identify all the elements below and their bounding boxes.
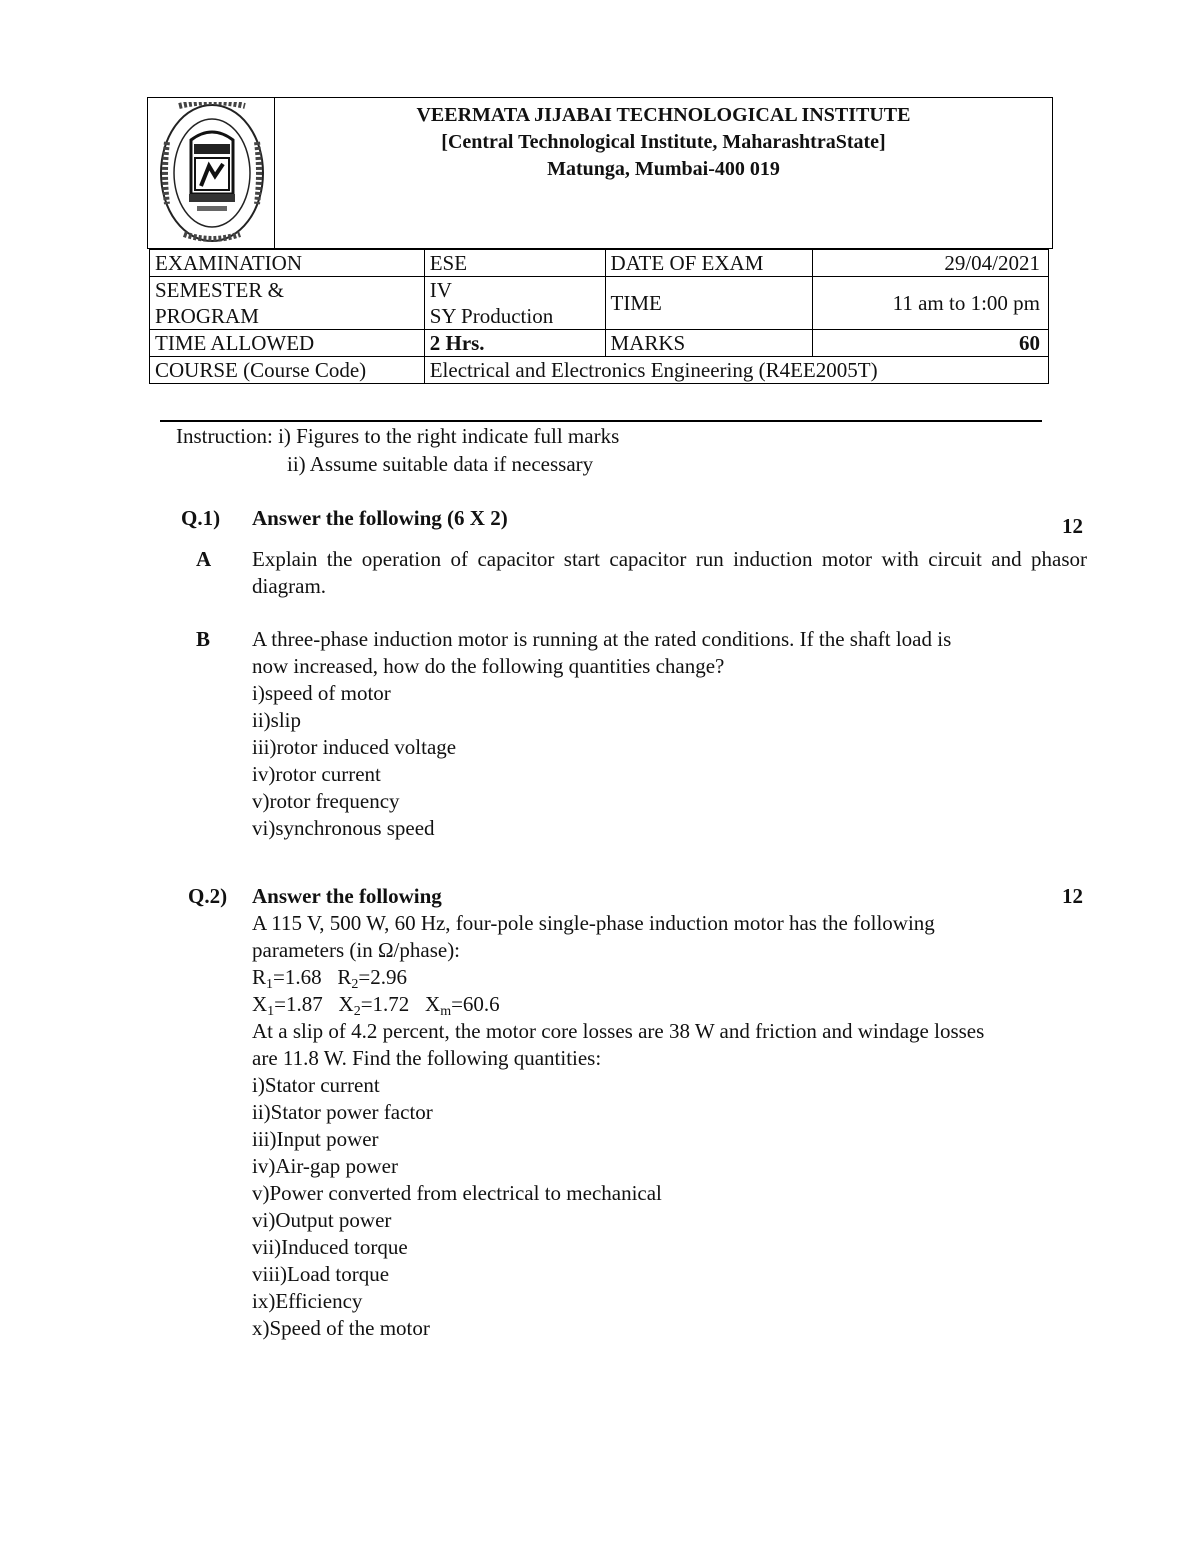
exam-details-table (149, 249, 1049, 384)
date-value: 29/04/2021 (813, 250, 1049, 277)
time-allowed-value: 2 Hrs. (424, 330, 605, 357)
marks-value: 60 (813, 330, 1049, 357)
list-item: vii)Induced torque (252, 1235, 408, 1259)
institute-address: Matunga, Mumbai-400 019 (547, 158, 780, 180)
institute-status: [Central Technological Institute, MaharashtraState] (441, 131, 886, 153)
semester-value-line1: IV (429, 278, 452, 302)
logo-cell (148, 98, 275, 248)
institute-header (147, 97, 1053, 249)
list-item: vi)Output power (252, 1208, 392, 1232)
examination-value: ESE (424, 250, 605, 277)
q1-b-line2: now increased, how do the following quantities change? (252, 654, 725, 678)
table-row (150, 357, 1049, 384)
time-value: 11 am to 1:00 pm (813, 277, 1049, 330)
q1-b-text (252, 626, 1087, 842)
q2-params-r: $R_1=1.68$ $R_2=2.96$ (252, 965, 407, 992)
q2-line2: parameters (in Ω/phase): (252, 938, 461, 962)
q2-text (252, 910, 1087, 1342)
time-allowed-label: TIME ALLOWED (150, 330, 425, 357)
institute-title-block (275, 102, 1052, 183)
instruction-line-1: Instruction: i) Figures to the right indicate full marks (176, 424, 620, 448)
divider-line (160, 420, 1042, 422)
list-item: iv)Air-gap power (252, 1154, 398, 1178)
q1-b-line1: A three-phase induction motor is running at the rated conditions. If the shaft load is (252, 627, 952, 651)
q2-params-x: $X_1=1.87$ $X_2=1.72$ $X_m=60.6$ (252, 992, 500, 1019)
list-item: iii)Input power (252, 1127, 379, 1151)
q1-b-label: B (196, 627, 211, 651)
course-value: Electrical and Electronics Engineering (R4EE2005T) (424, 357, 1048, 384)
q1-label: Q.1) (181, 506, 221, 530)
semester-label (150, 277, 425, 330)
q1-a-question: Explain the operation of capacitor start capacitor run induction motor with circuit and phasor diagram. (252, 547, 1087, 598)
list-item: ix)Efficiency (252, 1289, 363, 1313)
institute-logo-icon (159, 102, 265, 244)
list-item: x)Speed of the motor (252, 1316, 430, 1340)
table-row (150, 330, 1049, 357)
time-label: TIME (605, 277, 813, 330)
q2-label: Q.2) (188, 884, 228, 908)
instruction-line-2: ii) Assume suitable data if necessary (287, 452, 594, 476)
q1-a-label: A (196, 547, 212, 571)
list-item: i)Stator current (252, 1073, 380, 1097)
list-item: ii)slip (252, 708, 302, 732)
semester-label-line1: SEMESTER & (155, 278, 284, 302)
q2-title: Answer the following (252, 884, 442, 908)
semester-value-line2: SY Production (429, 304, 554, 328)
q2-line4: are 11.8 W. Find the following quantities: (252, 1046, 602, 1070)
semester-value (424, 277, 605, 330)
q2-line1: A 115 V, 500 W, 60 Hz, four-pole single-phase induction motor has the following (252, 911, 935, 935)
examination-label: EXAMINATION (150, 250, 425, 277)
list-item: iv)rotor current (252, 762, 381, 786)
list-item: vi)synchronous speed (252, 816, 435, 840)
list-item: ii)Stator power factor (252, 1100, 433, 1124)
q1-marks: 12 (1062, 514, 1083, 538)
table-row (150, 250, 1049, 277)
q2-line3: At a slip of 4.2 percent, the motor core losses are 38 W and friction and windage losses (252, 1019, 985, 1043)
table-row (150, 277, 1049, 330)
q1-title: Answer the following (6 X 2) (252, 506, 508, 530)
list-item: v)Power converted from electrical to mechanical (252, 1181, 662, 1205)
institute-name: VEERMATA JIJABAI TECHNOLOGICAL INSTITUTE (416, 104, 911, 126)
list-item: v)rotor frequency (252, 789, 400, 813)
marks-label: MARKS (605, 330, 813, 357)
date-label: DATE OF EXAM (605, 250, 813, 277)
q1-a-text (252, 546, 1087, 600)
list-item: iii)rotor induced voltage (252, 735, 457, 759)
semester-label-line2: PROGRAM (155, 304, 259, 328)
q2-marks: 12 (1062, 884, 1083, 908)
list-item: viii)Load torque (252, 1262, 390, 1286)
list-item: i)speed of motor (252, 681, 391, 705)
course-label: COURSE (Course Code) (150, 357, 425, 384)
